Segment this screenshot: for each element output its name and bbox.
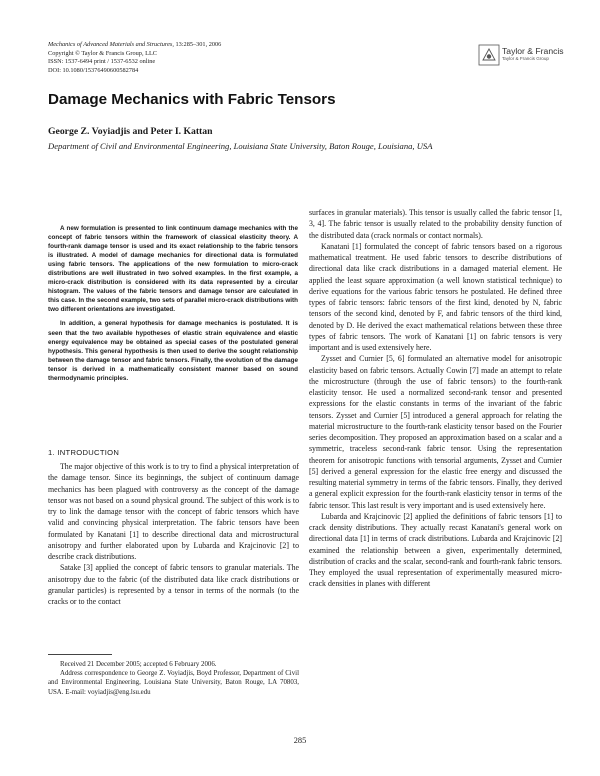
footnote-divider (48, 654, 112, 655)
body-paragraph: Kanatani [1] formulated the concept of fabric tensors based on a rigorous mathematical treatment. He used fabric tensors to describe distributions of directional data like crack distributions in a damaged material element. He applied the least square approximation (a well known statistical technique) to derive equations for the various fabric tensors he postulated. He defined three types of fabric tensors: fabric tensors of the first kind, denoted by N, fabric tensors of the second kind, denoted by F, and fabric tensors of the third kind, denoted by D. He derived the exact mathematical relations between these three types of fabric tensors. The work of Kanatani [1] on fabric tensors is very important and is used extensively here. (309, 241, 562, 352)
abstract-paragraph: A new formulation is presented to link continuum damage mechanics with the concept of fabric tensors within the framework of classical elasticity theory. A fourth-rank damage tensor is used and its exact relationship to the fabric tensors is illustrated. A model of damage mechanics for directional data is formulated using fabric tensors. The applications of the new formulation to micro-crack distributions are well illustrated in two solved examples. In the first example, a micro-crack distribution is considered with its data represented by a circular histogram. The values of the fabric tensors and damage tensor are calculated in this case. In the second example, two sets of parallel micro-crack distributions with two different orientations are investigated. (48, 225, 298, 314)
footnote (48, 660, 299, 697)
abstract-paragraph: In addition, a general hypothesis for damage mechanics is postulated. It is seen that the two available hypotheses of elastic strain equivalence and elastic energy equivalence may be obtained as special cases of the postulated general hypothesis. This general hypothesis is then used to derive the sought relationship between the damage tensor and fabric tensors. Finally, the evolution of the damage tensor is derived in a mathematically consistent manner based on sound thermodynamic principles. (48, 320, 298, 382)
body-paragraph: Lubarda and Krajcinovic [2] applied the definitions of fabric tensors [1] to crack density distributions. They actually recast Kanatani's general work on directional data [1] in terms of crack distributions. Lubarda and Krajcinovic [2] examined the relationship between a given, experimentally determined, distribution of cracks and the scalar, second-rank and fourth-rank fabric tensors. They employed the usual representation of experimentally measured micro-crack densities in planes with different (309, 511, 562, 589)
publisher-tagline: Taylor & Francis Group (502, 56, 549, 61)
issn-line: ISSN: 1537-6494 print / 1537-6532 online (48, 58, 156, 66)
paper-authors: George Z. Voyiadjis and Peter I. Kattan (48, 126, 213, 137)
right-column (309, 207, 562, 590)
doi-line: DOI: 10.1080/15376490600582784 (48, 66, 139, 74)
abstract (48, 224, 298, 383)
taylor-francis-logo-icon (478, 44, 500, 66)
publisher-name: Taylor & Francis (502, 46, 564, 56)
paper-title: Damage Mechanics with Fabric Tensors (48, 91, 336, 108)
journal-header (48, 41, 408, 75)
correspondence-address: Address correspondence to George Z. Voyiadjis, Boyd Professor, Department of Civil and Environmental Engineering, Louisiana State University, Baton Rouge, LA 70803, USA. E-mail: voyiadjis@eng.lsu.edu (48, 670, 299, 696)
body-paragraph: Satake [3] applied the concept of fabric tensors to granular materials. The anisotropy due to the fabric (of the distributed data like crack distributions or granular particles) is represented by a tensor in terms of the normals (to the cracks or to the contact (48, 563, 299, 606)
body-paragraph: Zysset and Curnier [5, 6] formulated an alternative model for anisotropic elasticity based on fabric tensors. Actually Cowin [7] made an attempt to relate the microstructure (through the use of fabric tensors) to the fourth-rank elasticity tensor. He used a normalized second-rank tensor and presented expressions for the elastic constants in terms of the invariant of the fabric tensors. Zysset and Curnier [5] introduced a general approach for relating the material microstructure to the fourth-rank elasticity tensor based on the Fourier series decomposition. They proposed an approximation based on a scalar and a symmetric, traceless second-rank fabric tensor. Using the representation theorem for anisotropic functions with tensorial arguments, Zysset and Curnier [5] derived a general expression for the elastic free energy and discussed the resulting material symmetry in terms of the fabric tensors. Finally, they derived a general explicit expression for the fourth-rank elasticity tensor in terms of the fabric tensor. This last result is very important and is used extensively here. (309, 354, 562, 510)
received-dates: Received 21 December 2005; accepted 6 February 2006. (60, 661, 217, 668)
body-paragraph: surfaces in granular materials). This tensor is usually called the fabric tensor [1, 3, 4]. The fabric tensor is usually related to the probability density function of the distributed data (crack normals or contact normals). (309, 208, 562, 240)
page-number: 285 (293, 736, 307, 745)
body-paragraph: The major objective of this work is to try to find a physical interpretation of the damage tensor. Since its beginnings, the subject of continuum damage mechanics has been plagued with controversy as the concept of the damage tensor was not based on a sound physical ground. The subject of this work is to try to link the damage tensor with the concept of fabric tensors which have valid and convincing physical interpretation. The fabric tensors have been formulated by Kanatani [1] to describe directional data and microstructural anisotropy and further elaborated upon by Lubarda and Krajcinovic [2] to describe crack distributions. (48, 462, 299, 561)
journal-citation: 13:285–301, 2006 (173, 41, 222, 48)
section-heading: 1. INTRODUCTION (48, 448, 120, 457)
author-affiliation: Department of Civil and Environmental Engineering, Louisiana State University, Baton Rouge, Louisiana, USA (48, 141, 433, 151)
journal-name: Mechanics of Advanced Materials and Structures, (48, 41, 174, 48)
copyright-line: Copyright © Taylor & Francis Group, LLC (48, 49, 157, 57)
left-column (48, 461, 299, 607)
publisher-logo (478, 44, 568, 70)
